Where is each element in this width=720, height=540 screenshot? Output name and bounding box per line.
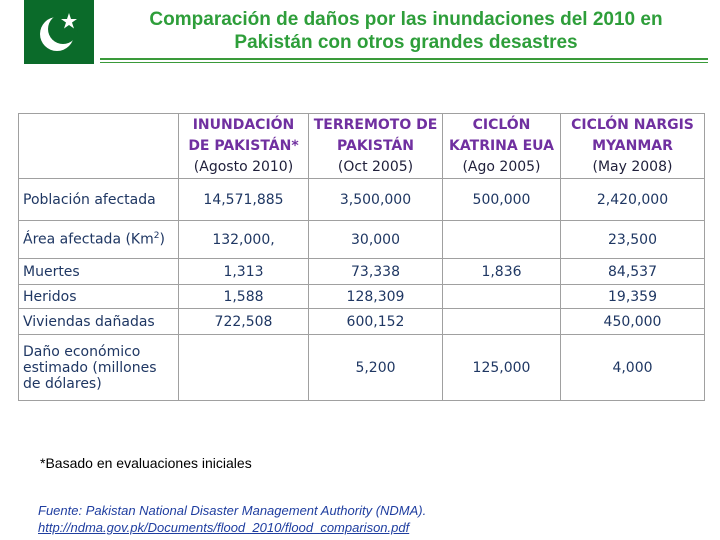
- title-line-1: Comparación de daños por las inundaciones del 2010 en: [149, 9, 663, 30]
- row-label: Heridos: [19, 285, 179, 309]
- table-cell: 500,000: [443, 179, 561, 221]
- table-row: [19, 309, 705, 335]
- comparison-table: [18, 113, 705, 401]
- table-cell: [179, 335, 309, 401]
- table-cell: [443, 309, 561, 335]
- table-cell: 722,508: [179, 309, 309, 335]
- table-cell: 3,500,000: [309, 179, 443, 221]
- pakistan-flag-icon: [24, 0, 94, 64]
- table-row: [19, 335, 705, 401]
- header-pakistan-earthquake: TERREMOTO DE PAKISTÁN (Oct 2005): [309, 114, 443, 179]
- table-cell: 73,338: [309, 259, 443, 285]
- table-cell: 19,359: [561, 285, 705, 309]
- table-cell: 128,309: [309, 285, 443, 309]
- header-empty: [19, 114, 179, 179]
- title-divider-thin: [100, 62, 708, 63]
- footnote: *Basado en evaluaciones iniciales: [40, 455, 252, 471]
- row-label: Muertes: [19, 259, 179, 285]
- row-label: Daño económico estimado (millones de dólares): [19, 335, 179, 401]
- table-cell: 1,313: [179, 259, 309, 285]
- source-link[interactable]: http://ndma.gov.pk/Documents/flood_2010/flood_comparison.pdf: [38, 520, 410, 535]
- table-cell: 84,537: [561, 259, 705, 285]
- table-row: [19, 285, 705, 309]
- table-row: [19, 179, 705, 221]
- title-line-2: Pakistán con otros grandes desastres: [234, 32, 578, 53]
- header-pakistan-flood: INUNDACIÓN DE PAKISTÁN* (Agosto 2010): [179, 114, 309, 179]
- source-citation: [38, 502, 426, 536]
- table-cell: [443, 221, 561, 259]
- table-header-row: [19, 114, 705, 179]
- table-row: [19, 259, 705, 285]
- table-row: [19, 221, 705, 259]
- table-cell: 2,420,000: [561, 179, 705, 221]
- table-cell: 4,000: [561, 335, 705, 401]
- table-cell: 1,836: [443, 259, 561, 285]
- table-cell: 30,000: [309, 221, 443, 259]
- table-cell: 450,000: [561, 309, 705, 335]
- header-nargis: CICLÓN NARGIS MYANMAR (May 2008): [561, 114, 705, 179]
- row-label: Viviendas dañadas: [19, 309, 179, 335]
- row-label: Área afectada (Km$^2$): [19, 221, 179, 259]
- table-cell: 600,152: [309, 309, 443, 335]
- source-text: Fuente: Pakistan National Disaster Management Authority (NDMA).: [38, 503, 427, 518]
- table-cell: 5,200: [309, 335, 443, 401]
- header-katrina: CICLÓN KATRINA EUA (Ago 2005): [443, 114, 561, 179]
- table-cell: 132,000,: [179, 221, 309, 259]
- table-cell: 23,500: [561, 221, 705, 259]
- table-cell: 14,571,885: [179, 179, 309, 221]
- page-title: [100, 8, 712, 54]
- table-cell: [443, 285, 561, 309]
- table-cell: 1,588: [179, 285, 309, 309]
- row-label: Población afectada: [19, 179, 179, 221]
- title-divider: [100, 58, 708, 60]
- table-cell: 125,000: [443, 335, 561, 401]
